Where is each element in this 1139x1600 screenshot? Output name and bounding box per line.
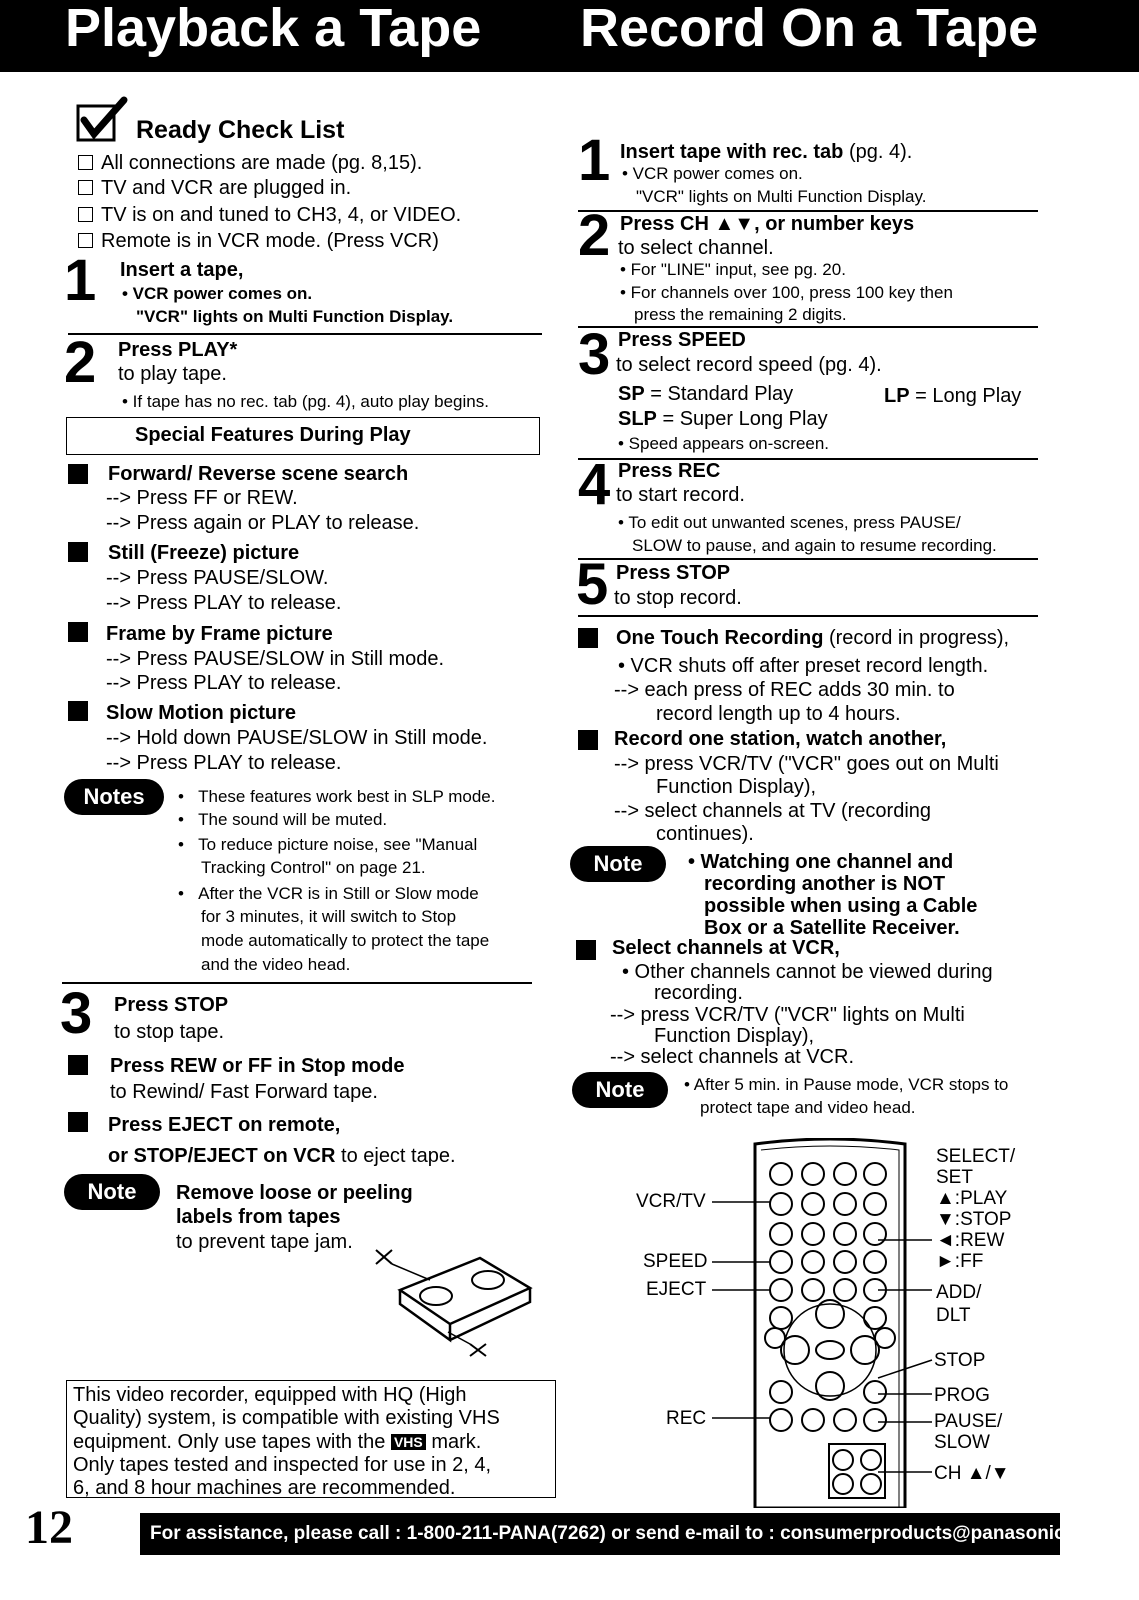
feature-line: --> Press PAUSE/SLOW in Still mode. <box>106 648 445 670</box>
rec-step-5-line-1: to stop record. <box>614 587 742 609</box>
notes-item-4-cont: and the video head. <box>201 955 351 974</box>
record-watch-line-3: --> select channels at TV (recording <box>614 800 932 822</box>
notes-item-1: • These features work best in SLP mode. <box>178 787 496 806</box>
notes-item-4-cont: for 3 minutes, it will switch to Stop <box>201 907 457 926</box>
note-line-3: to prevent tape jam. <box>176 1231 353 1253</box>
rec-step-3-title: Press SPEED <box>618 329 746 351</box>
note-line: possible when using a Cable <box>704 895 978 917</box>
remote-label-vcr-tv: VCR/TV <box>636 1191 706 1212</box>
play-step-2-title: Press PLAY* <box>118 339 238 361</box>
select-channels-line-1: • Other channels cannot be viewed during <box>622 961 993 983</box>
remote-label-dlt: DLT <box>936 1305 971 1326</box>
vhs-logo: VHS <box>391 1434 426 1450</box>
playback-title: Playback a Tape <box>65 0 482 58</box>
remote-label-rew: ◄:REW <box>936 1230 1005 1251</box>
rec-step-4-title: Press REC <box>618 460 721 482</box>
note-line: • Watching one channel and <box>688 851 954 873</box>
remote-label-stop-arrow: ▼:STOP <box>936 1209 1012 1230</box>
play-step-2-line-1: to play tape. <box>118 363 227 385</box>
remote-label-stop: STOP <box>934 1350 986 1371</box>
rew-ff-line: to Rewind/ Fast Forward tape. <box>110 1081 378 1103</box>
play-step-3-line-1: to stop tape. <box>114 1021 225 1043</box>
rec-step-1-line-1: • VCR power comes on. <box>622 164 803 183</box>
feature-still-title: Still (Freeze) picture <box>108 542 300 564</box>
check-item-2: TV and VCR are plugged in. <box>78 176 351 200</box>
rec-step-1-line-2: "VCR" lights on Multi Function Display. <box>636 187 927 206</box>
bullet-square-icon <box>578 730 598 750</box>
bullet-square-icon <box>68 1055 88 1075</box>
select-channels-line-4: Function Display), <box>654 1025 815 1047</box>
feature-line: --> Press FF or REW. <box>106 487 298 509</box>
rec-step-2-line-1: to select channel. <box>618 237 774 259</box>
play-step-1-title: Insert a tape, <box>120 259 244 281</box>
remote-label-add: ADD/ <box>936 1282 982 1303</box>
remote-label-slow: SLOW <box>934 1432 990 1453</box>
rec-step-2-title: Press CH ▲▼, or number keys <box>620 213 915 235</box>
checkmark-icon <box>76 96 138 146</box>
select-channels-title: Select channels at VCR, <box>612 937 840 959</box>
page-header <box>0 0 1139 72</box>
remote-label-ff: ►:FF <box>936 1251 984 1272</box>
special-features-title: Special Features During Play <box>135 424 411 446</box>
rec-step-4-number: 4 <box>578 452 611 517</box>
notes-badge: Notes <box>64 779 164 815</box>
hq-line-2: Quality) system, is compatible with existing VHS <box>73 1407 500 1429</box>
play-step-2-number: 2 <box>64 330 97 395</box>
divider <box>62 982 532 984</box>
one-touch-line-1: • VCR shuts off after preset record length. <box>618 655 989 677</box>
rec-step-4-line-3: SLOW to pause, and again to resume recording. <box>632 536 997 555</box>
bullet-square-icon <box>68 622 88 642</box>
record-watch-line-2: Function Display), <box>656 776 817 798</box>
one-touch-line-3: record length up to 4 hours. <box>656 703 901 725</box>
check-item-4: Remote is in VCR mode. (Press VCR) <box>78 229 439 253</box>
play-step-3-number: 3 <box>60 981 93 1046</box>
play-step-2-line-2: • If tape has no rec. tab (pg. 4), auto play begins. <box>122 392 489 411</box>
eject-title: Press EJECT on remote, <box>108 1114 341 1136</box>
notes-item-4-cont: mode automatically to protect the tape <box>201 931 490 950</box>
notes-item-3: • To reduce picture noise, see "Manual <box>178 835 478 854</box>
feature-line: --> Press again or PLAY to release. <box>106 512 420 534</box>
bullet-square-icon <box>68 1112 88 1132</box>
rec-step-2-line-2: • For "LINE" input, see pg. 20. <box>620 260 846 279</box>
speed-lp: LP = Long Play <box>884 385 1022 407</box>
rec-step-2-number: 2 <box>578 203 611 268</box>
check-item-1: All connections are made (pg. 8,15). <box>78 151 422 175</box>
feature-line: --> Hold down PAUSE/SLOW in Still mode. <box>106 727 488 749</box>
note-badge: Note <box>64 1174 160 1210</box>
select-channels-line-5: --> select channels at VCR. <box>610 1046 854 1068</box>
note-line-2: labels from tapes <box>176 1206 341 1228</box>
hq-line-3: equipment. Only use tapes with the VHS mark. <box>73 1431 482 1453</box>
rec-step-4-line-2: • To edit out unwanted scenes, press PAUSE/ <box>618 513 961 532</box>
speed-slp: SLP = Super Long Play <box>618 408 828 430</box>
divider <box>578 615 1038 617</box>
play-step-1-number: 1 <box>64 248 97 313</box>
notes-item-3-cont: Tracking Control" on page 21. <box>201 858 426 877</box>
rec-step-1-number: 1 <box>578 128 611 193</box>
divider <box>578 558 1038 560</box>
record-watch-line-1: --> press VCR/TV ("VCR" goes out on Multi <box>614 753 999 775</box>
rec-step-2-line-4: press the remaining 2 digits. <box>634 305 847 324</box>
feature-frame-title: Frame by Frame picture <box>106 623 333 645</box>
one-touch-line-2: --> each press of REC adds 30 min. to <box>614 679 955 701</box>
footer-bar: For assistance, please call : 1-800-211-PANA(7262) or send e-mail to : consumerproducts@panasonic.com <box>140 1513 1060 1555</box>
rec-step-5-number: 5 <box>576 552 609 617</box>
hq-info-box <box>66 1380 556 1498</box>
checkbox-icon <box>78 233 93 248</box>
hq-line-1: This video recorder, equipped with HQ (High <box>73 1384 467 1406</box>
note-line: • After 5 min. in Pause mode, VCR stops to <box>684 1075 1009 1094</box>
remote-label-set: SET <box>936 1167 973 1188</box>
note-badge: Note <box>572 1072 668 1108</box>
remote-label-eject: EJECT <box>646 1279 707 1300</box>
bullet-square-icon <box>68 701 88 721</box>
record-title: Record On a Tape <box>580 0 1039 58</box>
checkbox-icon <box>78 207 93 222</box>
play-step-1-line-2: "VCR" lights on Multi Function Display. <box>136 307 454 326</box>
special-features-box <box>66 417 540 455</box>
notes-item-4: • After the VCR is in Still or Slow mode <box>178 884 479 903</box>
rec-step-3-line-1: to select record speed (pg. 4). <box>616 354 882 376</box>
speed-sp: SP = Standard Play <box>618 383 794 405</box>
notes-item-2: • The sound will be muted. <box>178 810 388 829</box>
remote-label-rec: REC <box>666 1408 707 1429</box>
select-channels-line-3: --> press VCR/TV ("VCR" lights on Multi <box>610 1004 965 1026</box>
one-touch-title: One Touch Recording (record in progress), <box>616 627 1010 649</box>
bullet-square-icon <box>578 628 598 648</box>
record-watch-title: Record one station, watch another, <box>614 728 947 750</box>
note-line: protect tape and video head. <box>700 1098 916 1117</box>
note-line: Box or a Satellite Receiver. <box>704 917 960 939</box>
cassette-tape-icon <box>370 1240 540 1360</box>
remote-label-prog: PROG <box>934 1385 990 1406</box>
bullet-square-icon <box>576 940 596 960</box>
note-line-1: Remove loose or peeling <box>176 1182 413 1204</box>
rec-step-4-line-1: to start record. <box>616 484 745 506</box>
hq-line-4: Only tapes tested and inspected for use in 2, 4, <box>73 1454 492 1476</box>
hq-line-5: 6, and 8 hour machines are recommended. <box>73 1477 456 1499</box>
checkbox-icon <box>78 180 93 195</box>
play-step-3-title: Press STOP <box>114 994 229 1016</box>
bullet-square-icon <box>68 542 88 562</box>
rec-step-5-title: Press STOP <box>616 562 731 584</box>
remote-label-ch: CH ▲/▼ <box>934 1463 1010 1484</box>
checkbox-icon <box>78 155 93 170</box>
feature-line: --> Press PLAY to release. <box>106 752 342 774</box>
play-step-1-line-1: • VCR power comes on. <box>122 284 313 303</box>
record-watch-line-4: continues). <box>656 823 754 845</box>
eject-line: or STOP/EJECT on VCR to eject tape. <box>108 1145 456 1167</box>
feature-line: --> Press PLAY to release. <box>106 672 342 694</box>
remote-label-play: ▲:PLAY <box>936 1188 1008 1209</box>
bullet-square-icon <box>68 464 88 484</box>
remote-label-select: SELECT/ <box>936 1146 1016 1167</box>
rec-step-3-line-4: • Speed appears on-screen. <box>618 434 830 453</box>
remote-label-pause: PAUSE/ <box>934 1411 1003 1432</box>
rec-step-2-line-3: • For channels over 100, press 100 key then <box>620 283 953 302</box>
feature-scene-search-title: Forward/ Reverse scene search <box>108 463 409 485</box>
select-channels-line-2: recording. <box>654 982 743 1004</box>
feature-line: --> Press PAUSE/SLOW. <box>106 567 329 589</box>
rew-ff-title: Press REW or FF in Stop mode <box>110 1055 405 1077</box>
page-number: 12 <box>25 1501 73 1554</box>
remote-label-speed: SPEED <box>643 1251 708 1272</box>
note-line: recording another is NOT <box>704 873 946 895</box>
check-item-3: TV is on and tuned to CH3, 4, or VIDEO. <box>78 203 461 227</box>
divider <box>68 333 542 335</box>
note-badge: Note <box>570 846 666 882</box>
feature-line: --> Press PLAY to release. <box>106 592 342 614</box>
ready-check-title: Ready Check List <box>136 116 345 144</box>
feature-slow-title: Slow Motion picture <box>106 702 296 724</box>
rec-step-3-number: 3 <box>578 322 611 387</box>
rec-step-1-title: Insert tape with rec. tab (pg. 4). <box>620 141 913 163</box>
